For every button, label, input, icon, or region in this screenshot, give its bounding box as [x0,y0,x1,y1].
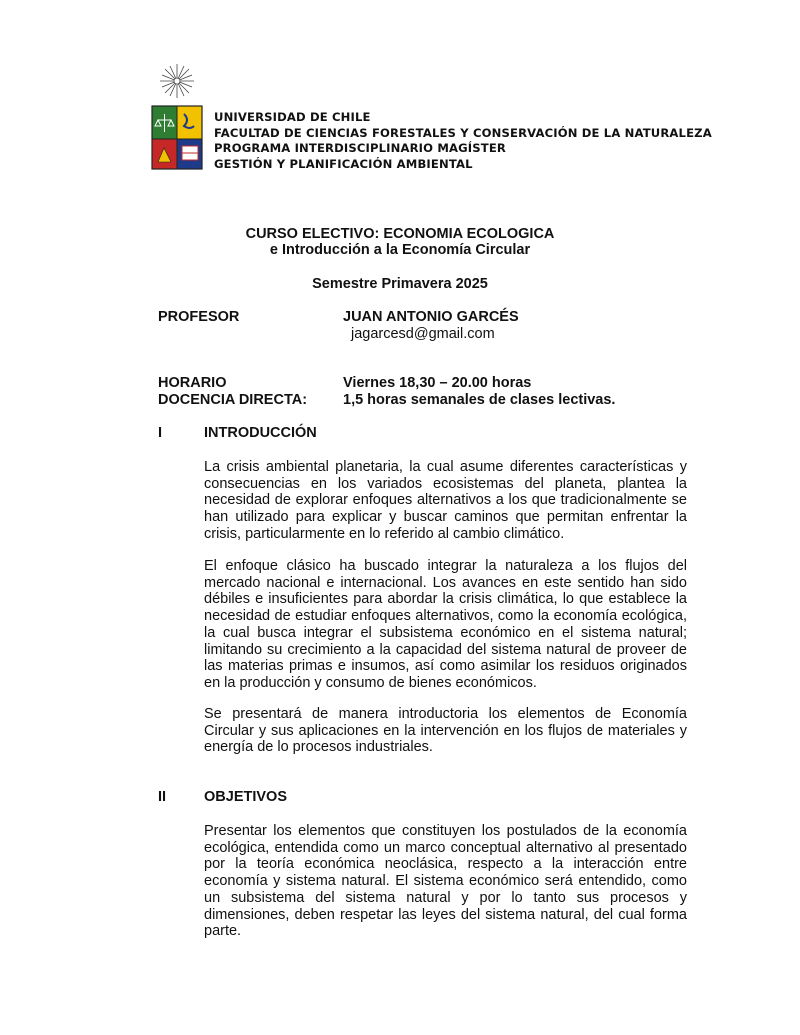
university-name: UNIVERSIDAD DE CHILE [214,110,371,124]
professor-email[interactable]: jagarcesd@gmail.com [351,326,495,342]
course-title: CURSO ELECTIVO: ECONOMIA ECOLOGICA [245,226,555,242]
faculty-name: FACULTAD DE CIENCIAS FORESTALES Y CONSERVACIÓN DE LA NATURALEZA [214,125,712,140]
institution-header [214,110,712,172]
intro-paragraph-3: Se presentará de manera introductoria los elementos de Economía Circular y sus aplicaciones en la intervención en los flujos de materiales y energía de lo procesos industriales. [204,706,687,756]
university-crest-icon [146,62,208,174]
teaching-label: DOCENCIA DIRECTA: [158,392,308,408]
schedule-label: HORARIO [158,375,227,391]
course-subtitle: e Introducción a la Economía Circular [269,242,531,258]
teaching-value: 1,5 horas semanales de clases lectivas. [343,392,616,408]
course-semester: Semestre Primavera 2025 [312,276,488,292]
section-title-objetivos: OBJETIVOS [204,789,287,805]
schedule-value: Viernes 18,30 – 20.00 horas [343,375,532,391]
specialty-name: GESTIÓN Y PLANIFICACIÓN AMBIENTAL [214,156,473,171]
program-name: PROGRAMA INTERDISCIPLINARIO MAGÍSTER [214,141,506,156]
objectives-paragraph-1: Presentar los elementos que constituyen los postulados de la economía ecológica, entendida como un marco conceptual alternativo al presentado por la teoría económica neoclásica, respecto a la interacción entre economía y sistema natural. El sistema económico será entendido, como un subsistema del sistema natural y por lo tanto sus procesos y dimensiones, deben respetar las leyes del sistema natural, del cual forma parte. [204,823,687,940]
section-number: II [158,789,167,805]
section-number: I [158,425,163,441]
intro-paragraph-1: La crisis ambiental planetaria, la cual asume diferentes características y consecuencias en los variados ecosistemas del planeta, plantea la necesidad de explorar enfoques alternativos a los que tradicionalmente se han utilizado para explicar y buscar caminos que permitan enfrentar la crisis, particularmente en lo referido al cambio climático. [204,459,687,542]
section-title-introduccion: INTRODUCCIÓN [204,425,317,441]
professor-name: JUAN ANTONIO GARCÉS [343,309,519,325]
intro-paragraph-2: El enfoque clásico ha buscado integrar la naturaleza a los flujos del mercado nacional e internacional. Los avances en este sentido han sido débiles e insuficientes para abordar la crisis climática, lo que establece la necesidad de estudiar enfoques alternativos, como la economía ecológica, la cual busca integrar el subsistema económico en el sistema natural; limitando su crecimiento a la capacidad del sistema natural de proveer de las materias primas e insumos, así como asimilar los residuos originados en la producción y consumo de bienes económicos. [204,558,687,691]
professor-label: PROFESOR [158,309,240,325]
